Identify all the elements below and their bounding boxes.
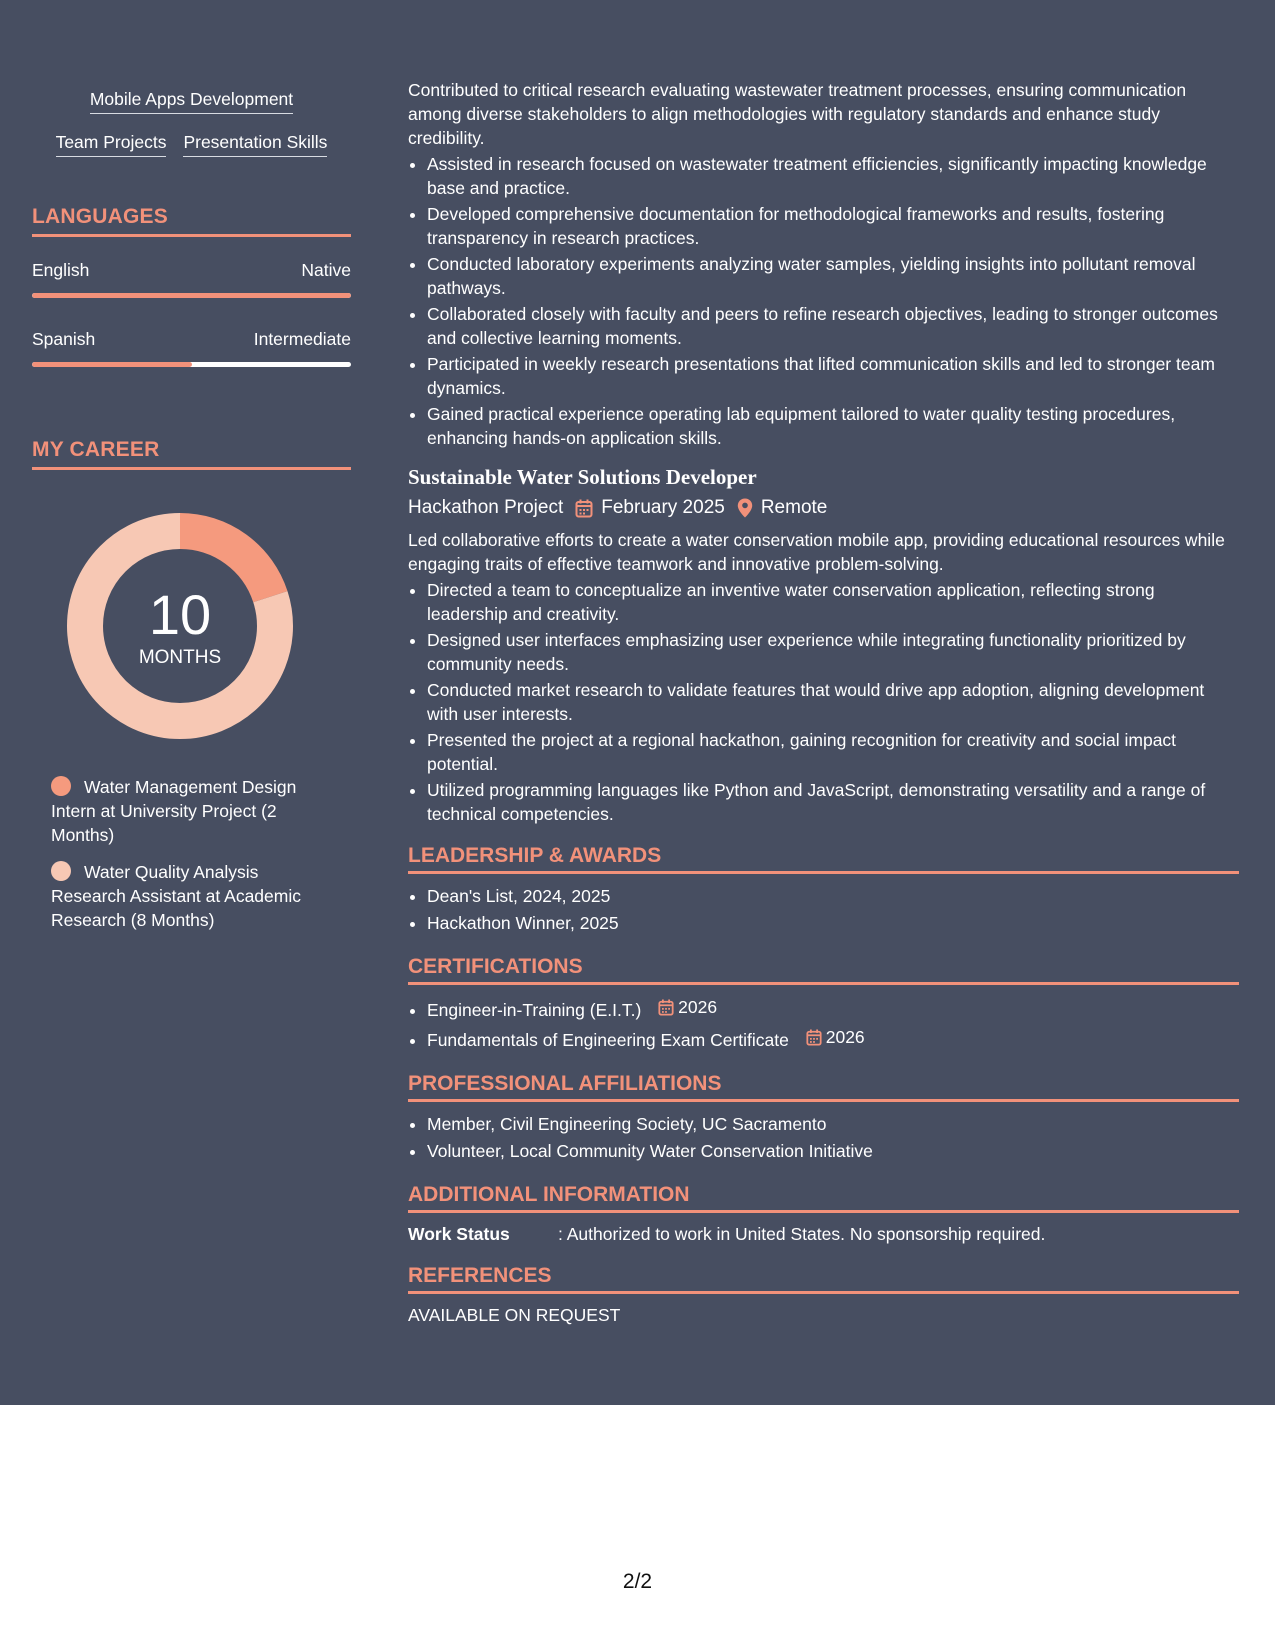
certification-name: Fundamentals of Engineering Exam Certificate — [427, 1030, 789, 1050]
job-summary: Led collaborative efforts to create a water conservation mobile app, providing educational resources while engaging traits of effective teamwork and innovative problem-solving. — [408, 530, 1225, 574]
skill-tag: Presentation Skills — [183, 131, 327, 157]
career-legend-label: Water Quality Analysis Research Assistant at Academic Research (8 Months) — [51, 862, 301, 930]
additional-info-heading: ADDITIONAL INFORMATION — [408, 1183, 1239, 1213]
bullet-item: • Designed user interfaces emphasizing user experience while integrating functionality prioritized by community needs. — [427, 628, 1239, 676]
certifications-list — [408, 994, 1239, 1054]
skill-tag: Mobile Apps Development — [90, 88, 293, 114]
legend-dot-icon — [51, 861, 71, 881]
bullet-item: • Utilized programming languages like Python and JavaScript, demonstrating versatility and a range of technical competencies. — [427, 778, 1239, 826]
experience-summary: Contributed to critical research evaluating wastewater treatment processes, ensuring communication among diverse stakeholders to align methodologies with regulatory standards and enhance study credibility. — [408, 80, 1187, 148]
job-bullets — [408, 578, 1239, 826]
affiliation-item: • Member, Civil Engineering Society, UC Sacramento — [427, 1111, 1239, 1138]
references-text: AVAILABLE ON REQUEST — [408, 1305, 621, 1325]
bullet-item: • Collaborated closely with faculty and peers to refine research objectives, leading to stronger outcomes and collective learning moments. — [427, 302, 1239, 350]
leadership-heading: LEADERSHIP & AWARDS — [408, 844, 1239, 874]
bullet-item: • Directed a team to conceptualize an inventive water conservation application, reflecting strong leadership and creativity. — [427, 578, 1239, 626]
language-level: Intermediate — [253, 329, 351, 349]
language-proficiency-bar — [32, 293, 351, 298]
experience-bullets — [408, 152, 1239, 450]
language-name: Spanish — [32, 329, 96, 349]
career-legend-item — [51, 775, 336, 847]
bullet-item: • Assisted in research focused on wastewater treatment efficiencies, significantly impacting knowledge base and practice. — [427, 152, 1239, 200]
bullet-item: • Presented the project at a regional hackathon, gaining recognition for creativity and social impact potential. — [427, 728, 1239, 776]
career-legend-item — [51, 860, 336, 932]
affiliation-item: • Volunteer, Local Community Water Conservation Initiative — [427, 1138, 1239, 1165]
leadership-item: • Dean's List, 2024, 2025 — [427, 883, 1239, 910]
job-title: Sustainable Water Solutions Developer — [408, 465, 757, 489]
certification-date — [806, 1024, 865, 1051]
work-status-row — [408, 1222, 1239, 1246]
language-proficiency-bar — [32, 362, 351, 367]
sidebar — [32, 0, 351, 945]
legend-dot-icon — [51, 776, 71, 796]
main-column — [408, 78, 1239, 1327]
work-status-label: Work Status — [408, 1224, 510, 1244]
leadership-item: • Hackathon Winner, 2025 — [427, 910, 1239, 937]
references-heading: REFERENCES — [408, 1264, 1239, 1294]
certification-item — [427, 1024, 1239, 1054]
skills-row — [32, 131, 351, 157]
language-proficiency-fill — [32, 362, 192, 367]
skill-tag: Team Projects — [56, 131, 167, 157]
job-meta — [408, 496, 1239, 520]
job-date: February 2025 — [601, 497, 725, 518]
location-pin-icon — [737, 498, 753, 518]
calendar-icon — [806, 1029, 822, 1046]
certification-name: Engineer-in-Training (E.I.T.) — [427, 1000, 642, 1020]
bullet-item: • Developed comprehensive documentation for methodological frameworks and results, fostering transparency in research practices. — [427, 202, 1239, 250]
affiliations-heading: PROFESSIONAL AFFILIATIONS — [408, 1072, 1239, 1102]
affiliations-list — [408, 1111, 1239, 1165]
certification-item — [427, 994, 1239, 1024]
career-legend-label: Water Management Design Intern at University Project (2 Months) — [51, 777, 297, 845]
language-proficiency-fill — [32, 293, 351, 298]
certification-year: 2026 — [825, 1027, 865, 1047]
job-company: Hackathon Project — [408, 497, 564, 518]
certifications-heading: CERTIFICATIONS — [408, 955, 1239, 985]
bullet-item: • Gained practical experience operating lab equipment tailored to water quality testing procedures, enhancing hands-on application skills. — [427, 402, 1239, 450]
skills-row — [32, 88, 351, 114]
bullet-item: • Conducted laboratory experiments analyzing water samples, yielding insights into pollutant removal pathways. — [427, 252, 1239, 300]
career-total-months: 10 — [148, 583, 212, 646]
page-number: 2/2 — [622, 1570, 653, 1593]
bullet-item: • Participated in weekly research presentations that lifted communication skills and led to stronger team dynamics. — [427, 352, 1239, 400]
career-legend — [51, 775, 336, 932]
language-level: Native — [301, 260, 351, 280]
language-name: English — [32, 260, 90, 280]
bullet-item: • Conducted market research to validate features that would drive app adoption, aligning development with user interests. — [427, 678, 1239, 726]
career-donut-chart — [67, 513, 293, 739]
language-item — [32, 328, 351, 367]
certification-date — [658, 994, 717, 1021]
job-location: Remote — [760, 497, 828, 518]
work-status-value: : Authorized to work in United States. No sponsorship required. — [558, 1224, 1046, 1244]
language-item — [32, 259, 351, 298]
leadership-list — [408, 883, 1239, 937]
calendar-icon — [658, 999, 674, 1016]
calendar-icon — [575, 499, 593, 518]
certification-year: 2026 — [678, 997, 718, 1017]
career-total-unit: MONTHS — [138, 647, 222, 668]
career-heading: MY CAREER — [32, 438, 351, 470]
languages-heading: LANGUAGES — [32, 205, 351, 237]
